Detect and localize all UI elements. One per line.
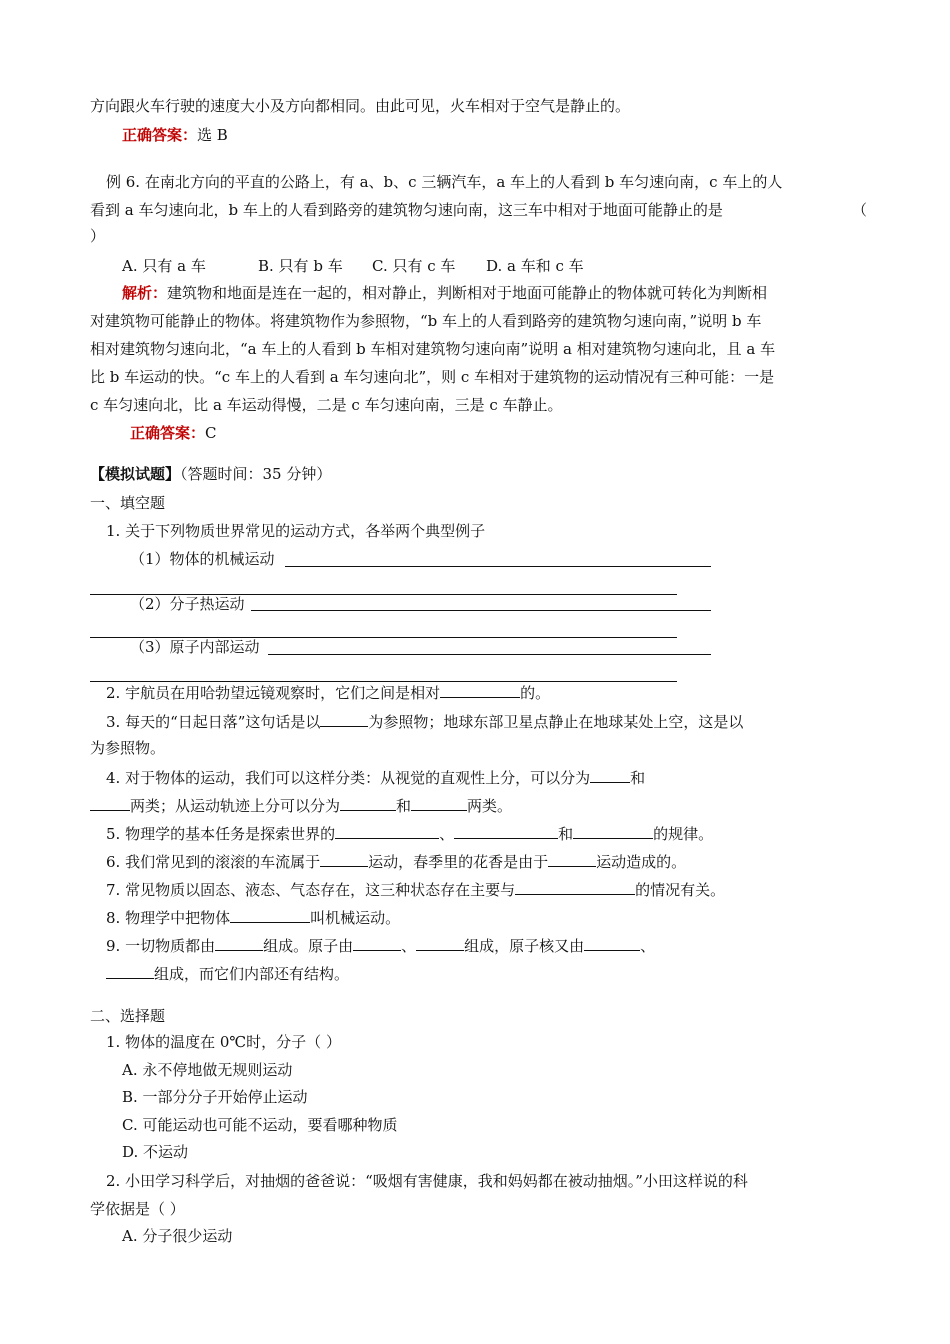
question-text: 8. 物理学中把物体 [106,909,231,927]
question-text: 和 [558,825,574,843]
question-text: 、 [401,937,417,955]
question-text: 的情况有关。 [635,881,726,899]
question-1-part-2: （2）分子热运动 [130,595,245,613]
question-7 [106,878,725,900]
analysis-line: 比 b 车运动的快。“c 车上的人看到 a 车匀速向北”，则 c 车相对于建筑物的运动情况有三种可能：一是 [90,368,775,386]
option-d: D. a 车和 c 车 [486,257,584,275]
question-3-cont: 为参照物。 [90,739,166,757]
option-b: B. 只有 b 车 [258,257,343,275]
question-text: 运动造成的。 [596,853,687,871]
choice-option-d: D. 不运动 [122,1143,189,1161]
question-text: 、 [439,825,455,843]
question-text: 两类。 [467,797,513,815]
question-5 [106,822,713,844]
paren-close: ） [90,227,106,245]
answer-blank-line[interactable] [268,654,711,655]
answer-blank[interactable] [230,906,310,923]
analysis-line: c 车匀速向北，比 a 车运动得慢，二是 c 车匀速向南，三是 c 车静止。 [90,396,563,414]
answer-blank[interactable] [590,766,630,783]
question-text: 4. 对于物体的运动，我们可以这样分类：从视觉的直观性上分，可以分为 [106,769,591,787]
choice-option-b: B. 一部分分子开始停止运动 [122,1088,308,1106]
question-1-part-1: （1）物体的机械运动 [130,550,275,568]
question-text: 运动，春季里的花香是由于 [368,853,549,871]
answer-blank[interactable] [320,710,368,727]
choice-question-1: 1. 物体的温度在 0℃时，分子（ ） [106,1033,341,1051]
question-text: 的。 [520,684,551,702]
question-text: 2. 宇航员在用哈勃望远镜观察时，它们之间是相对 [106,684,441,702]
answer-blank[interactable] [335,822,439,839]
answer-blank[interactable] [584,934,640,951]
answer-line [122,125,228,145]
answer-line [130,423,217,443]
question-text: 组成。原子由 [263,937,354,955]
question-1-part-3: （3）原子内部运动 [130,638,260,656]
answer-label: 正确答案： [122,126,198,144]
question-9 [106,934,655,956]
question-text: 6. 我们常见到的滚滚的车流属于 [106,853,321,871]
answer-blank[interactable] [90,794,130,811]
analysis-text: 建筑物和地面是连在一起的，相对静止，判断相对于地面可能静止的物体就可转化为判断相 [167,284,768,302]
answer-blank[interactable] [416,934,464,951]
analysis-line [122,283,767,303]
question-text: 9. 一切物质都由 [106,937,216,955]
mock-test-heading [90,464,331,484]
question-text: 和 [630,769,646,787]
option-c: C. 只有 c 车 [372,257,456,275]
section-fill-in: 一、填空题 [90,494,166,512]
choice-question-2-cont: 学依据是（ ） [90,1200,185,1218]
answer-blank[interactable] [320,850,368,867]
text-line: 方向跟火车行驶的速度大小及方向都相同。由此可见，火车相对于空气是静止的。 [90,97,631,115]
answer-value: C [205,424,217,442]
answer-blank[interactable] [548,850,596,867]
answer-blank[interactable] [440,681,520,698]
question-8 [106,906,400,928]
question-text: 为参照物；地球东部卫星点静止在地球某处上空，这是以 [368,713,744,731]
answer-blank[interactable] [353,934,401,951]
example-6-line: 例 6. 在南北方向的平直的公路上，有 a、b、c 三辆汽车，a 车上的人看到 b 车匀速向南，c 车上的人 [106,173,783,191]
question-6 [106,850,686,872]
paren-open: （ [852,201,868,219]
answer-blank[interactable] [573,822,653,839]
question-3 [106,710,743,732]
mock-test-time: （答题时间：35 分钟） [180,465,332,483]
answer-blank[interactable] [515,878,635,895]
answer-value: 选 B [197,126,228,144]
option-a: A. 只有 a 车 [122,257,206,275]
answer-blank[interactable] [215,934,263,951]
answer-blank[interactable] [340,794,396,811]
question-text: 5. 物理学的基本任务是探索世界的 [106,825,336,843]
analysis-line: 对建筑物可能静止的物体。将建筑物作为参照物，“b 车上的人看到路旁的建筑物匀速向南，”说明 b 车 [90,312,762,330]
question-1: 1. 关于下列物质世界常见的运动方式，各举两个典型例子 [106,522,486,540]
choice-option-c: C. 可能运动也可能不运动，要看哪种物质 [122,1116,398,1134]
answer-blank[interactable] [454,822,558,839]
question-2 [106,681,550,703]
question-text: 的规律。 [653,825,714,843]
choice-question-2: 2. 小田学习科学后，对抽烟的爸爸说：“吸烟有害健康，我和妈妈都在被动抽烟。”小田这样说的科 [106,1172,748,1190]
answer-blank-line[interactable] [285,566,711,567]
question-text: 、 [640,937,656,955]
answer-label: 正确答案： [130,424,206,442]
question-text: 7. 常见物质以固态、液态、气态存在，这三种状态存在主要与 [106,881,516,899]
question-text: 和 [396,797,412,815]
analysis-line: 相对建筑物匀速向北，“a 车上的人看到 b 车相对建筑物匀速向南”说明 a 相对建筑物匀速向北，且 a 车 [90,340,776,358]
question-text: 两类；从运动轨迹上分可以分为 [130,797,341,815]
question-4 [106,766,645,788]
question-text: 叫机械运动。 [310,909,401,927]
analysis-label: 解析： [122,284,168,302]
question-4-cont [90,794,512,816]
question-9-cont [106,962,349,984]
question-text: 3. 每天的“日起日落”这句话是以 [106,713,321,731]
question-text: 组成，而它们内部还有结构。 [154,965,350,983]
answer-blank[interactable] [106,962,154,979]
choice-option-a: A. 分子很少运动 [122,1227,233,1245]
choice-option-a: A. 永不停地做无规则运动 [122,1061,293,1079]
answer-blank-line[interactable] [251,610,711,611]
mock-test-title: 【模拟试题】 [90,465,181,483]
example-6-line: 看到 a 车匀速向北，b 车上的人看到路旁的建筑物匀速向南，这三车中相对于地面可能静止的是 [90,201,723,219]
section-choice: 二、选择题 [90,1007,166,1025]
answer-blank[interactable] [411,794,467,811]
question-text: 组成，原子核又由 [464,937,585,955]
